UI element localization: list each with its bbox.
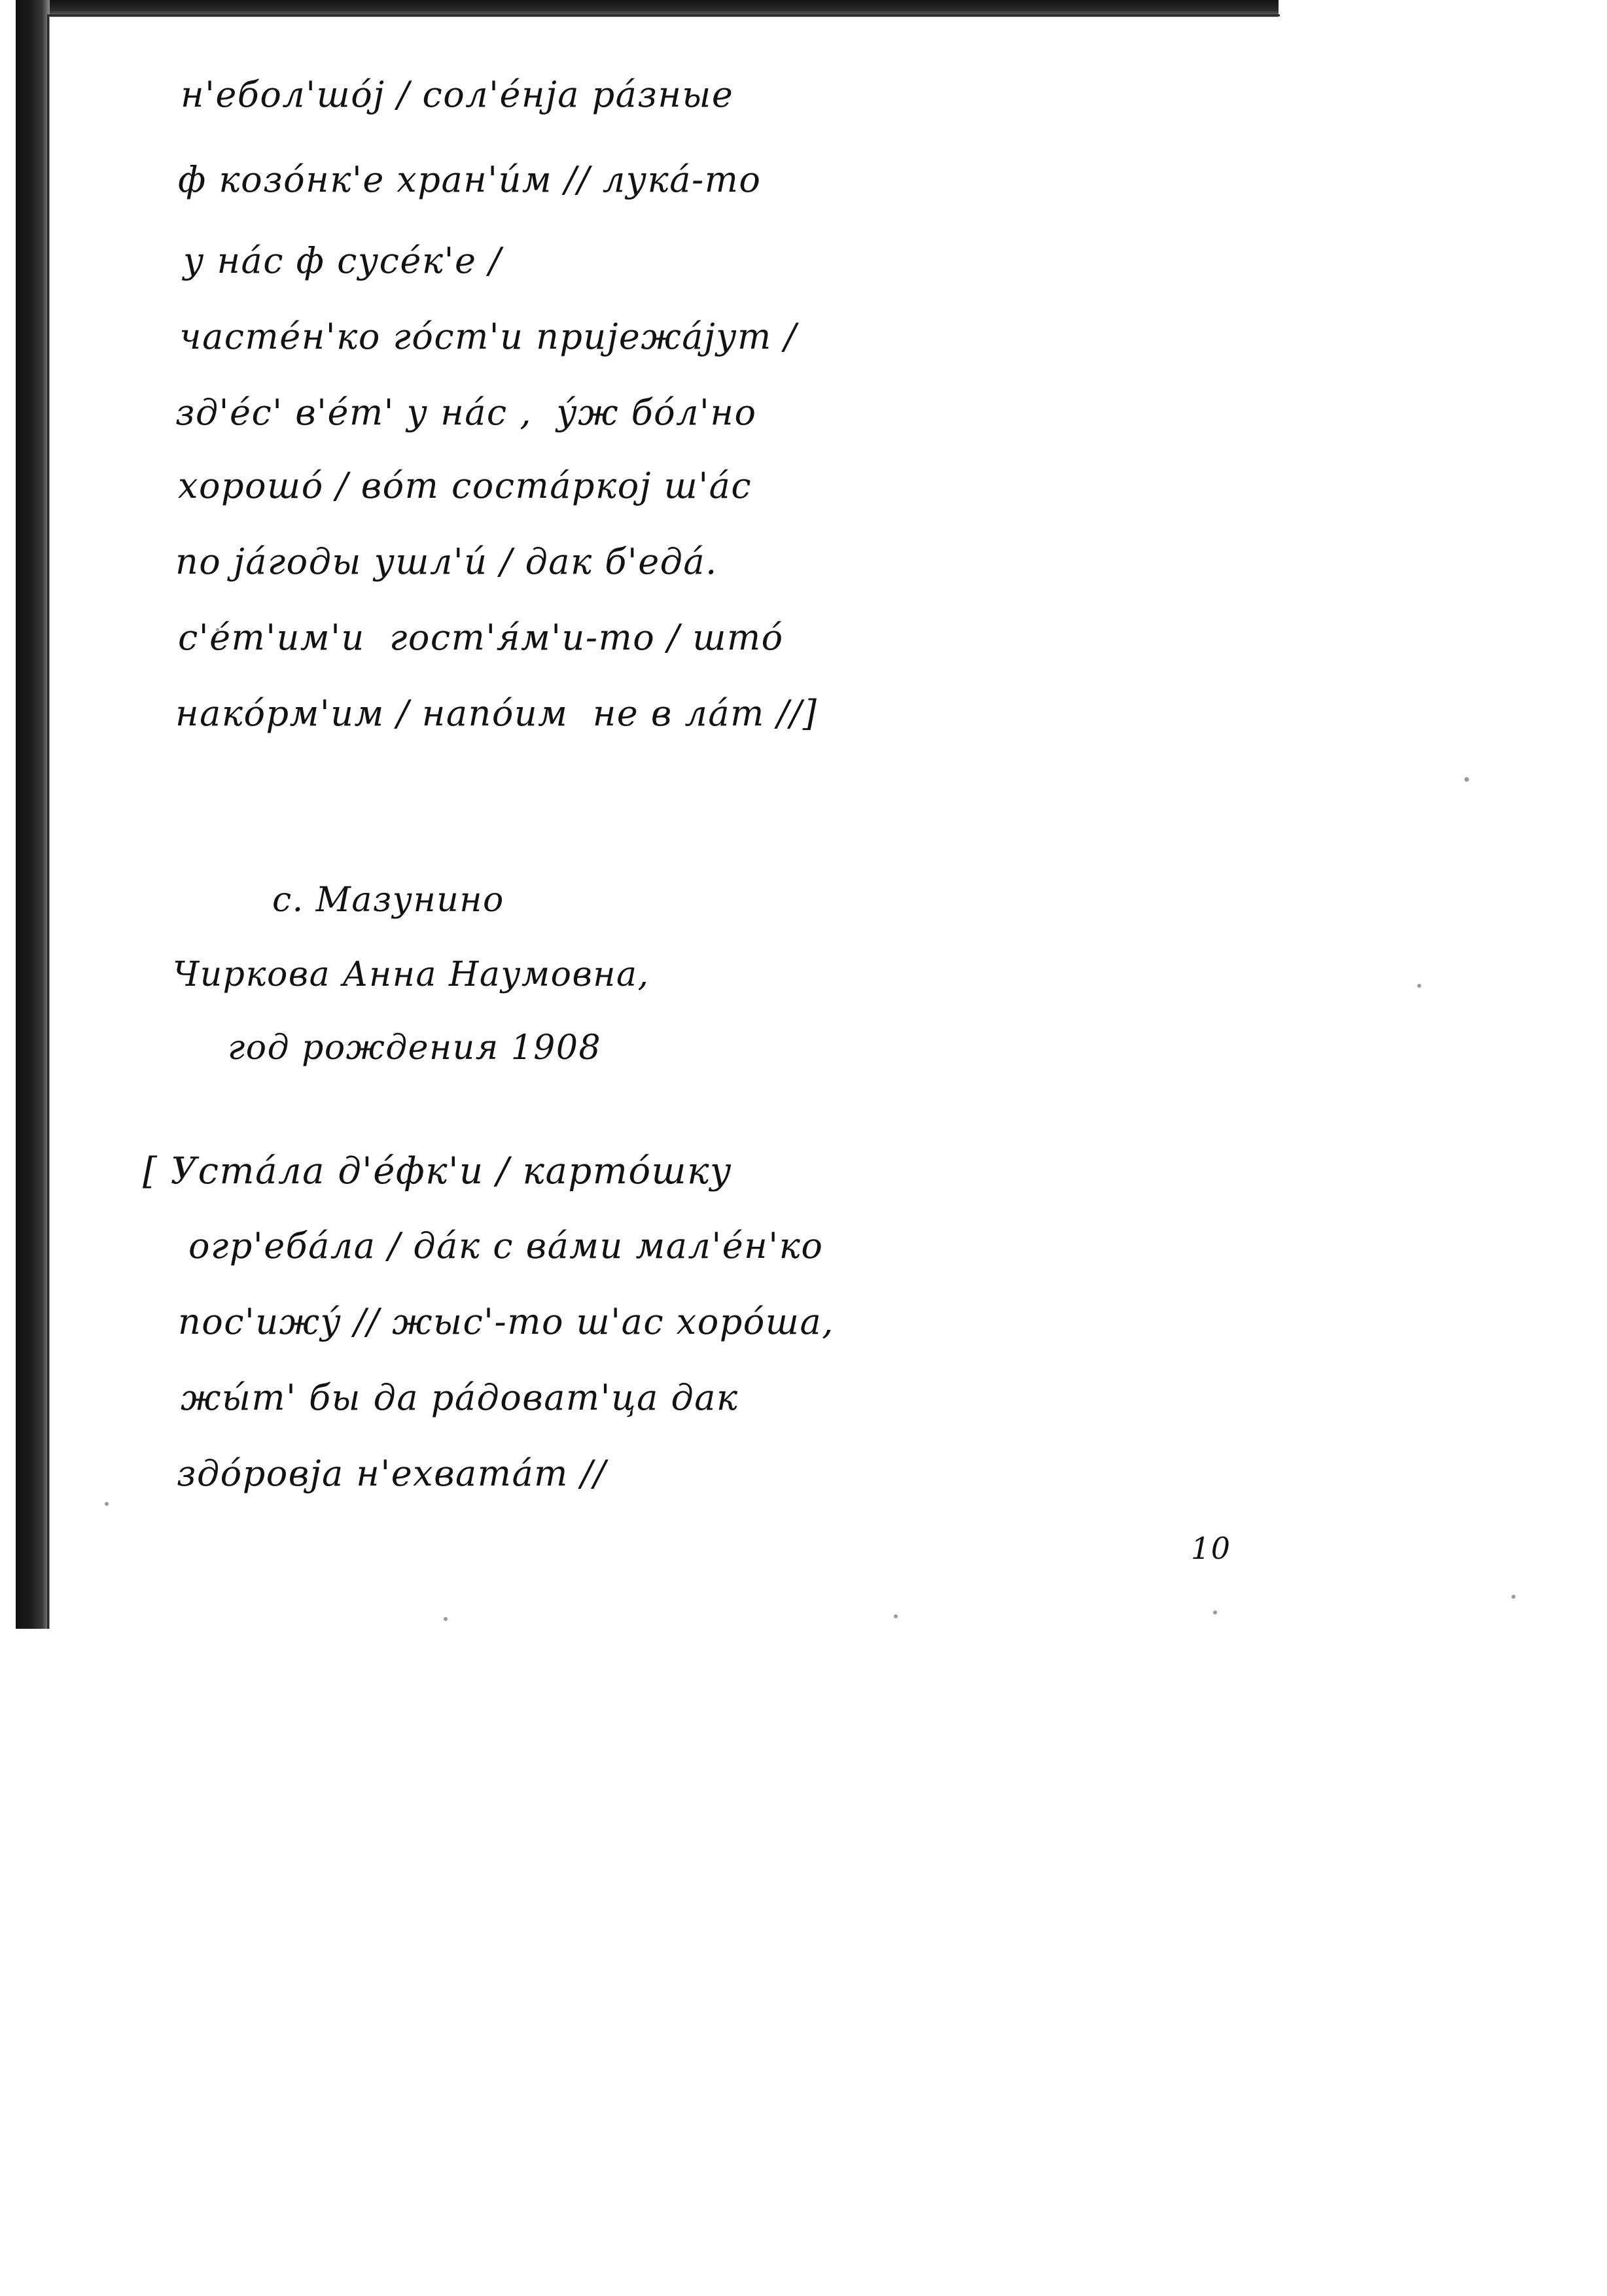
- transcription-line: нако́рм'им / напо́им не в ла́т //]: [175, 693, 818, 734]
- transcription-line: пос'ижу́ // жыс'-то ш'ас хоро́ша,: [178, 1301, 834, 1342]
- scan-speckle: [444, 1617, 448, 1621]
- transcription-line: хорошо́ / во́т соста́ркоj ш'а́с: [178, 465, 752, 506]
- transcription-line: ф козо́нк'е хран'и́м // лука́-то: [178, 159, 762, 200]
- transcription-line: часте́н'ко го́ст'и приjежа́jут /: [179, 316, 798, 357]
- scan-speckle: [1213, 1610, 1217, 1614]
- scan-speckle: [894, 1614, 898, 1618]
- transcription-line: [ Уста́ла д'е́фк'и / карто́шку: [143, 1150, 733, 1192]
- scan-speckle: [1511, 1595, 1515, 1599]
- transcription-line: жы́т' бы да ра́доват'ца дак: [181, 1377, 739, 1418]
- transcription-line: здо́ровjа н'ехвата́т //: [177, 1453, 607, 1494]
- transcription-line: огр'еба́ла / да́к с ва́ми мал'е́н'ко: [188, 1225, 824, 1266]
- birth-year-label: год рождения 1908: [228, 1028, 602, 1068]
- transcription-line: зд'е́с' в'е́т' у на́с , у́ж бо́л'но: [175, 392, 757, 433]
- scan-speckle: [1417, 984, 1421, 988]
- transcription-line: с'е́т'им'и гост'я́м'и-то / што́: [178, 617, 784, 658]
- village-label: с. Мазунино: [272, 880, 504, 920]
- transcription-line: у на́с ф сусе́к'е /: [183, 240, 502, 281]
- informant-name: Чиркова Анна Наумовна,: [173, 955, 650, 994]
- scan-speckle: [105, 1502, 109, 1506]
- transcription-line: по jа́годы ушл'и́ / дак б'еда́.: [175, 541, 718, 582]
- page-number: 10: [1191, 1531, 1231, 1566]
- transcription-line: н'ебол'шо́j / сол'е́нjа ра́зные: [181, 74, 734, 115]
